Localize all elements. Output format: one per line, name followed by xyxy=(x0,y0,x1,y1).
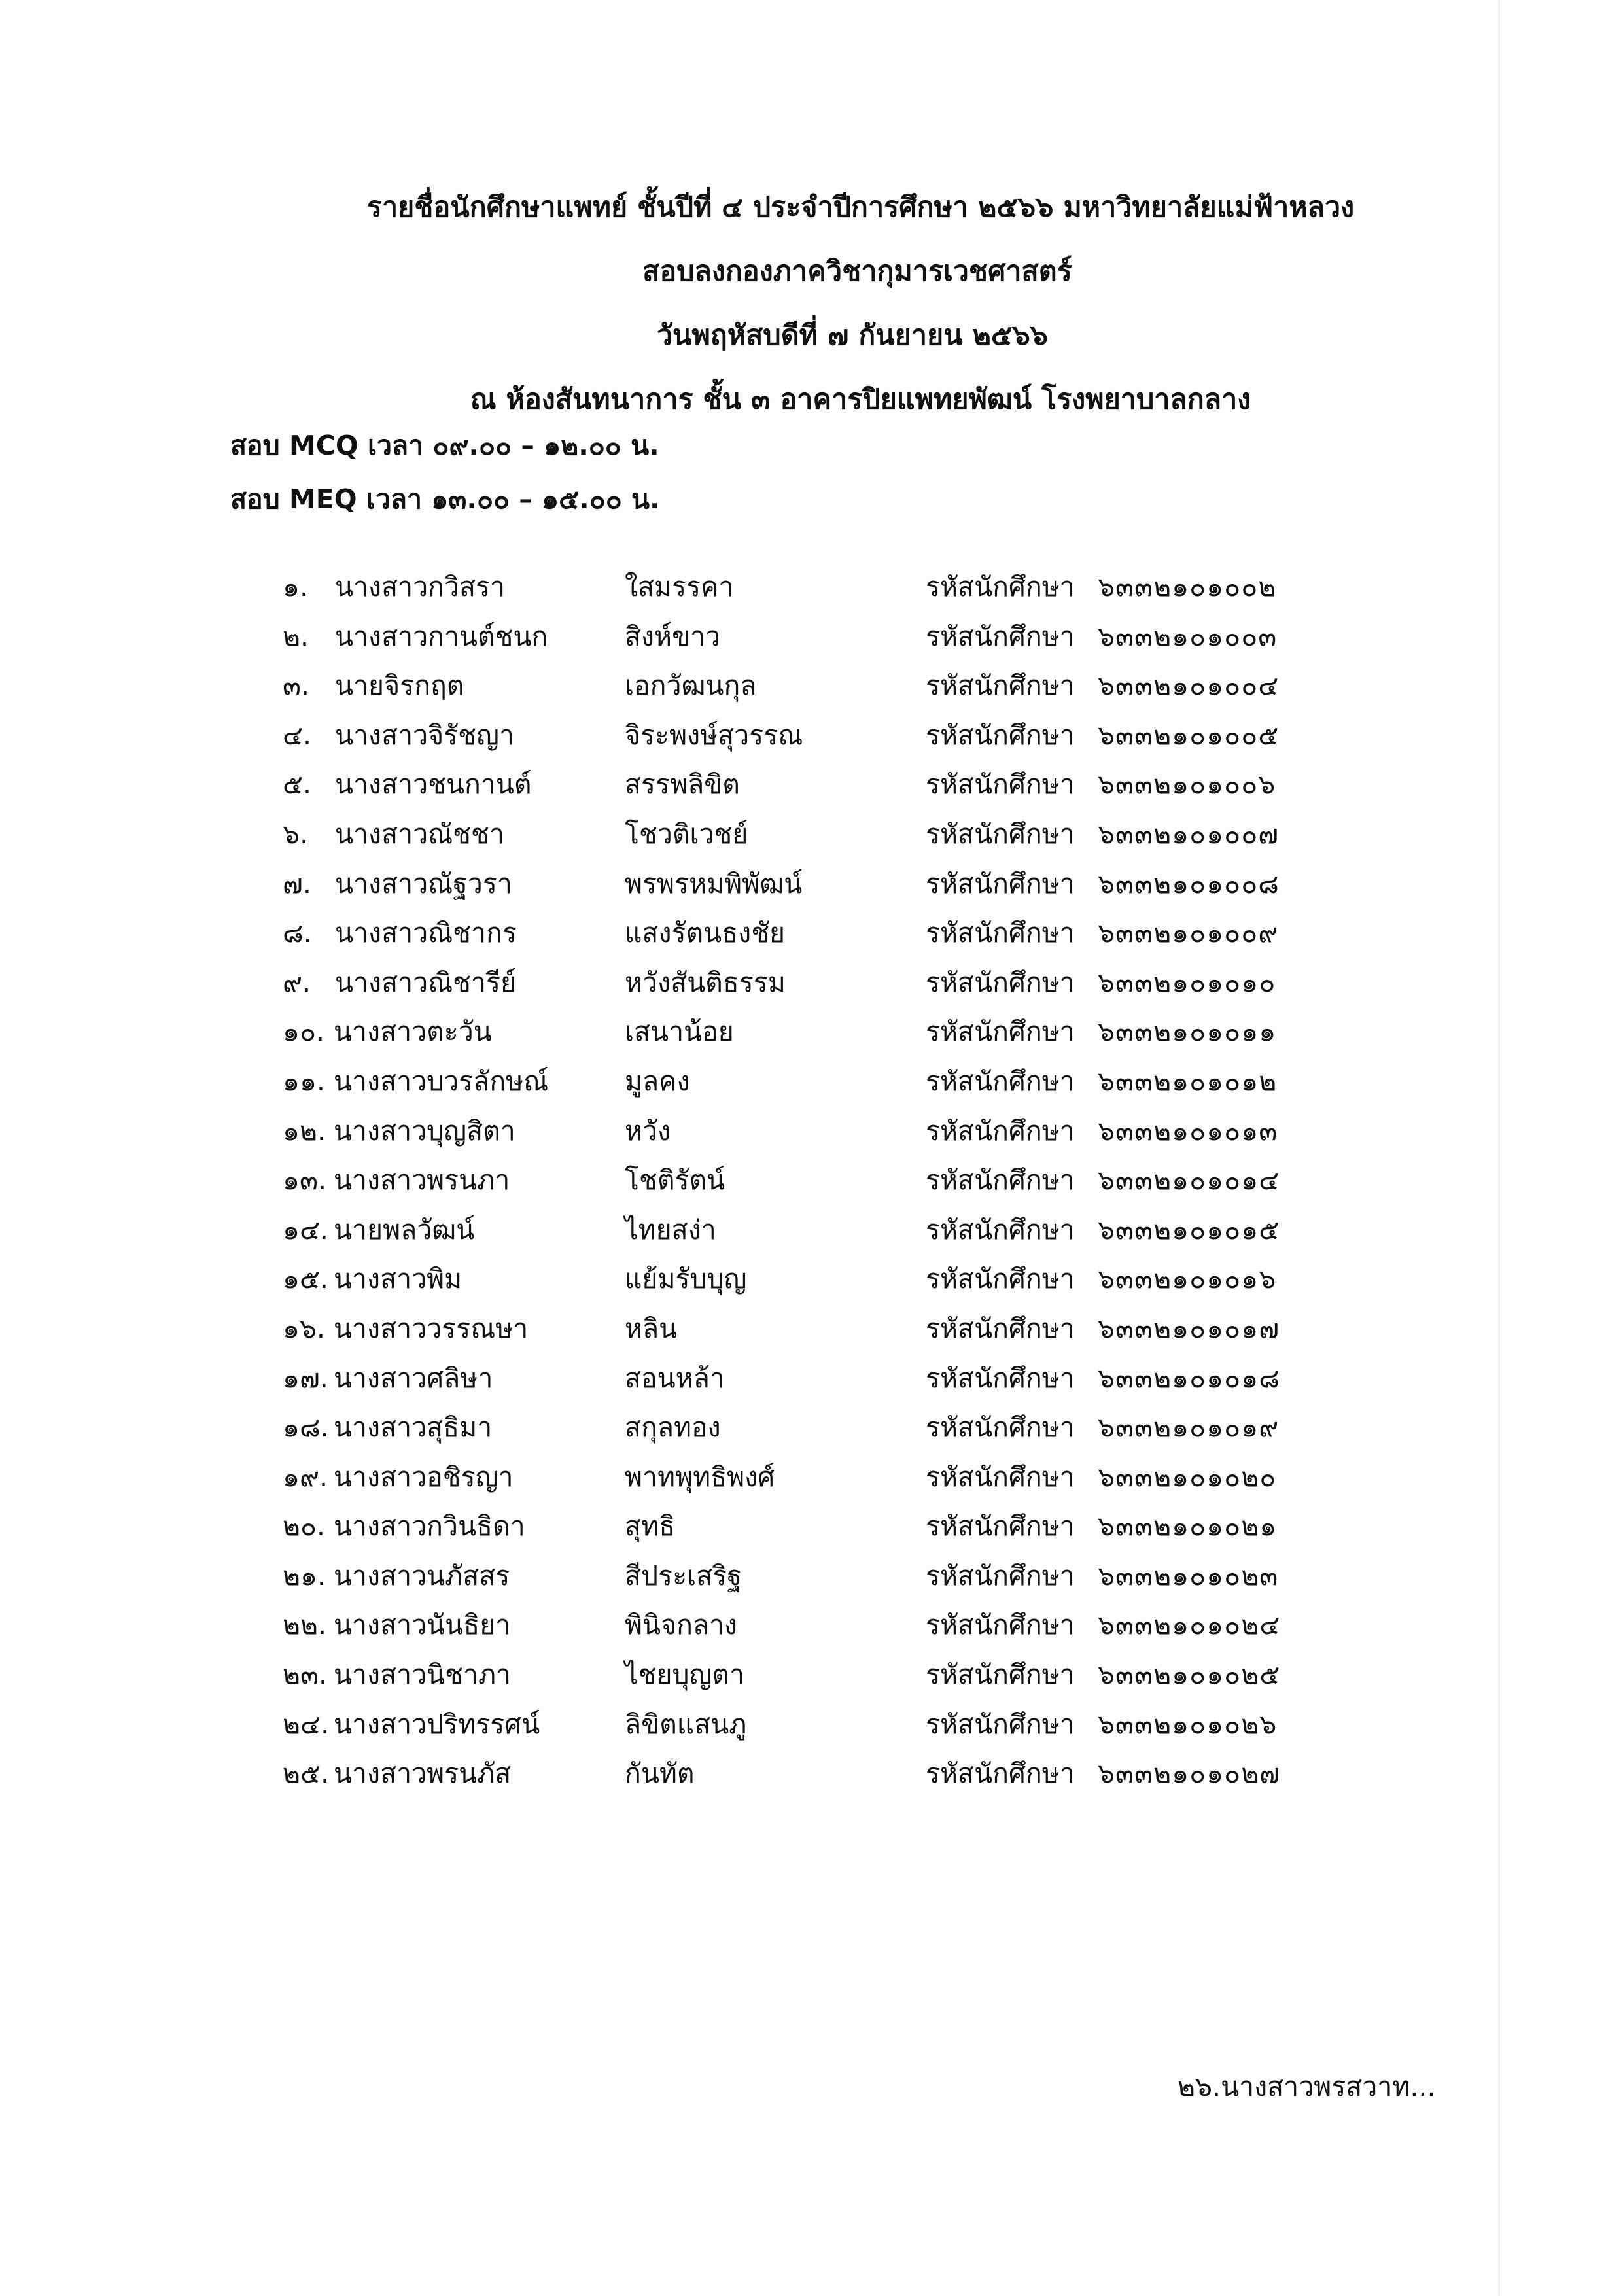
student-number: ๗. xyxy=(283,867,311,899)
student-number: ๒๑. xyxy=(283,1559,326,1592)
student-first-name: นายจิรกฤต xyxy=(335,670,464,702)
student-row xyxy=(0,1057,1623,1107)
student-id-label: รหัสนักศึกษา xyxy=(926,1609,1075,1641)
student-number: ๑๐. xyxy=(283,1016,325,1048)
student-id: ๖๓๓๒๑๐๑๐๐๕ xyxy=(1098,719,1280,751)
student-last-name: สกุลทอง xyxy=(625,1412,721,1444)
student-number: ๑๖. xyxy=(283,1312,326,1344)
student-number: ๑๗. xyxy=(283,1362,328,1394)
student-number: ๒๕. xyxy=(283,1758,330,1790)
mcq-schedule: สอบ MCQ เวลา ๐๙.๐๐ – ๑๒.๐๐ น. xyxy=(230,430,659,461)
student-number: ๑๕. xyxy=(283,1263,329,1295)
student-id: ๖๓๓๒๑๐๑๐๑๑ xyxy=(1098,1016,1277,1048)
student-id: ๖๓๓๒๑๐๑๐๑๘ xyxy=(1098,1362,1280,1394)
student-number: ๑๑. xyxy=(283,1065,326,1097)
student-row xyxy=(0,1502,1623,1552)
student-last-name: เอกวัฒนกุล xyxy=(625,670,757,702)
student-row xyxy=(0,1650,1623,1700)
exam-schedule xyxy=(230,419,660,526)
student-row xyxy=(0,1700,1623,1750)
header-subject: สอบลงกองภาควิชากุมารเวชศาสตร์ xyxy=(642,255,1072,288)
student-last-name: จิระพงษ์สุวรรณ xyxy=(625,719,803,751)
student-id: ๖๓๓๒๑๐๑๐๒๖ xyxy=(1098,1708,1278,1740)
student-id-label: รหัสนักศึกษา xyxy=(926,1065,1075,1097)
student-number: ๒๔. xyxy=(283,1708,330,1740)
student-id-label: รหัสนักศึกษา xyxy=(926,917,1075,949)
student-id: ๖๓๓๒๑๐๑๐๒๗ xyxy=(1098,1758,1281,1790)
student-id-label: รหัสนักศึกษา xyxy=(926,1362,1075,1394)
student-id-label: รหัสนักศึกษา xyxy=(926,966,1075,998)
student-row xyxy=(0,1255,1623,1304)
student-id: ๖๓๓๒๑๐๑๐๐๙ xyxy=(1098,917,1279,949)
student-row xyxy=(0,1552,1623,1601)
student-first-name: นางสาวนันธิยา xyxy=(334,1609,511,1641)
student-last-name: หวัง xyxy=(625,1115,671,1147)
student-id-label: รหัสนักศึกษา xyxy=(926,571,1075,602)
student-id: ๖๓๓๒๑๐๑๐๑๖ xyxy=(1098,1263,1277,1295)
student-last-name: ลิขิตแสนภู xyxy=(625,1708,747,1740)
student-last-name: กันทัต xyxy=(625,1758,695,1790)
header-date: วันพฤหัสบดีที่ ๗ กันยายน ๒๕๖๖ xyxy=(656,319,1049,352)
student-last-name: โชวติเวชย์ xyxy=(625,818,748,850)
student-number: ๕. xyxy=(283,769,312,801)
student-row xyxy=(0,760,1623,810)
student-last-name: สุทธิ xyxy=(625,1510,676,1542)
student-last-name: พินิจกลาง xyxy=(625,1609,738,1641)
student-id-label: รหัสนักศึกษา xyxy=(926,1461,1075,1493)
student-id-label: รหัสนักศึกษา xyxy=(926,769,1075,801)
student-id-label: รหัสนักศึกษา xyxy=(926,1510,1075,1542)
student-number: ๑๔. xyxy=(283,1213,329,1245)
student-id-label: รหัสนักศึกษา xyxy=(926,818,1075,850)
student-row xyxy=(0,661,1623,711)
student-row xyxy=(0,958,1623,1008)
student-number: ๘. xyxy=(283,917,312,949)
student-first-name: นางสาวบวรลักษณ์ xyxy=(334,1065,549,1097)
student-number: ๑๓. xyxy=(283,1164,327,1196)
student-id-label: รหัสนักศึกษา xyxy=(926,1213,1075,1245)
student-number: ๒๐. xyxy=(283,1510,326,1542)
student-number: ๔. xyxy=(283,719,312,751)
student-id-label: รหัสนักศึกษา xyxy=(926,867,1075,899)
student-last-name: หวังสันติธรรม xyxy=(625,966,786,998)
student-id-label: รหัสนักศึกษา xyxy=(926,670,1075,702)
student-last-name: แสงรัตนธงชัย xyxy=(625,917,786,949)
student-id: ๖๓๓๒๑๐๑๐๑๗ xyxy=(1098,1312,1280,1344)
student-id: ๖๓๓๒๑๐๑๐๑๒ xyxy=(1098,1065,1278,1097)
student-id-label: รหัสนักศึกษา xyxy=(926,1164,1075,1196)
student-number: ๙. xyxy=(283,966,311,998)
student-id-label: รหัสนักศึกษา xyxy=(926,1115,1075,1147)
student-row xyxy=(0,612,1623,662)
student-id: ๖๓๓๒๑๐๑๐๐๗ xyxy=(1098,818,1280,850)
student-first-name: นางสาวกานต์ชนก xyxy=(335,620,548,652)
student-row xyxy=(0,1403,1623,1453)
student-last-name: ใสมรรคา xyxy=(625,571,734,602)
student-first-name: นางสาวณัชชา xyxy=(335,818,504,850)
student-last-name: ไชยบุญตา xyxy=(625,1659,745,1691)
student-first-name: นางสาวณัฐวรา xyxy=(335,867,512,899)
student-row xyxy=(0,1007,1623,1057)
continuation-note: ๒๖.นางสาวพรสวาท... xyxy=(1178,2071,1436,2102)
student-first-name: นางสาวบุญสิตา xyxy=(334,1115,515,1147)
student-row xyxy=(0,563,1623,612)
student-first-name: นางสาวพรนภัส xyxy=(334,1758,512,1790)
student-id-label: รหัสนักศึกษา xyxy=(926,1412,1075,1444)
student-id: ๖๓๓๒๑๐๑๐๐๔ xyxy=(1098,670,1280,702)
student-first-name: นางสาวกวิสรา xyxy=(335,571,506,602)
student-first-name: นางสาวพรนภา xyxy=(334,1164,510,1196)
student-last-name: แย้มรับบุญ xyxy=(625,1263,747,1295)
student-first-name: นางสาวปริทรรศน์ xyxy=(334,1708,540,1740)
student-first-name: นางสาวนภัสสร xyxy=(334,1559,510,1592)
student-row xyxy=(0,860,1623,909)
student-row xyxy=(0,1749,1623,1799)
student-first-name: นางสาวอชิรญา xyxy=(334,1461,514,1493)
student-id-label: รหัสนักศึกษา xyxy=(926,1016,1075,1048)
student-first-name: นางสาววรรณษา xyxy=(334,1312,529,1344)
student-last-name: สีประเสริฐ xyxy=(625,1559,742,1592)
student-number: ๑๒. xyxy=(283,1115,326,1147)
header-title: รายชื่อนักศึกษาแพทย์ ชั้นปีที่ ๔ ประจำปีการศึกษา ๒๕๖๖ มหาวิทยาลัยแม่ฟ้าหลวง xyxy=(366,191,1355,224)
student-id: ๖๓๓๒๑๐๑๐๐๓ xyxy=(1098,620,1278,652)
student-last-name: ไทยสง่า xyxy=(625,1213,716,1245)
student-id: ๖๓๓๒๑๐๑๐๒๔ xyxy=(1098,1609,1281,1641)
student-id-label: รหัสนักศึกษา xyxy=(926,1758,1075,1790)
student-id: ๖๓๓๒๑๐๑๐๑๓ xyxy=(1098,1115,1278,1147)
student-last-name: โชติรัตน์ xyxy=(625,1164,725,1196)
student-first-name: นางสาวจิรัชญา xyxy=(335,719,514,751)
header-venue: ณ ห้องสันทนาการ ชั้น ๓ อาคารปิยแพทยพัฒน์ โรงพยาบาลกลาง xyxy=(470,383,1251,416)
student-number: ๑. xyxy=(283,571,309,602)
student-first-name: นางสาวนิชาภา xyxy=(334,1659,512,1691)
student-row xyxy=(0,1107,1623,1157)
student-first-name: นางสาวชนกานต์ xyxy=(335,769,532,801)
meq-schedule: สอบ MEQ เวลา ๑๓.๐๐ – ๑๕.๐๐ น. xyxy=(230,483,660,515)
student-last-name: พรพรหมพิพัฒน์ xyxy=(625,867,803,899)
student-row xyxy=(0,1206,1623,1255)
student-number: ๖. xyxy=(283,818,309,850)
student-first-name: นางสาวกวินธิดา xyxy=(334,1510,525,1542)
student-row xyxy=(0,1453,1623,1503)
student-last-name: มูลคง xyxy=(625,1065,690,1097)
student-first-name: นางสาวตะวัน xyxy=(334,1016,492,1048)
student-id-label: รหัสนักศึกษา xyxy=(926,1559,1075,1592)
student-id: ๖๓๓๒๑๐๑๐๑๙ xyxy=(1098,1412,1280,1444)
student-row xyxy=(0,1304,1623,1354)
student-row xyxy=(0,1601,1623,1650)
student-row xyxy=(0,1354,1623,1404)
student-id-label: รหัสนักศึกษา xyxy=(926,719,1075,751)
student-number: ๑๙. xyxy=(283,1461,328,1493)
student-id: ๖๓๓๒๑๐๑๐๑๐ xyxy=(1098,966,1276,998)
student-first-name: นางสาวศลิษา xyxy=(334,1362,493,1394)
student-id-label: รหัสนักศึกษา xyxy=(926,620,1075,652)
student-row xyxy=(0,1156,1623,1206)
student-number: ๒. xyxy=(283,620,309,652)
student-id: ๖๓๓๒๑๐๑๐๐๒ xyxy=(1098,571,1277,602)
student-first-name: นางสาวณิชากร xyxy=(335,917,517,949)
student-row xyxy=(0,909,1623,958)
student-id: ๖๓๓๒๑๐๑๐๒๑ xyxy=(1098,1510,1278,1542)
student-roster xyxy=(0,563,1623,1799)
student-id: ๖๓๓๒๑๐๑๐๒๐ xyxy=(1098,1461,1277,1493)
student-first-name: นางสาวพิม xyxy=(334,1263,462,1295)
student-last-name: หลิน xyxy=(625,1312,678,1344)
student-id: ๖๓๓๒๑๐๑๐๑๕ xyxy=(1098,1213,1280,1245)
student-id-label: รหัสนักศึกษา xyxy=(926,1263,1075,1295)
student-number: ๓. xyxy=(283,670,310,702)
student-last-name: พาทพุทธิพงศ์ xyxy=(625,1461,775,1493)
student-number: ๑๘. xyxy=(283,1412,329,1444)
student-last-name: สอนหล้า xyxy=(625,1362,725,1394)
student-number: ๒๒. xyxy=(283,1609,327,1641)
student-last-name: สรรพลิขิต xyxy=(625,769,740,801)
student-first-name: นางสาวสุธิมา xyxy=(334,1412,493,1444)
student-id-label: รหัสนักศึกษา xyxy=(926,1708,1075,1740)
student-id: ๖๓๓๒๑๐๑๐๐๘ xyxy=(1098,867,1280,899)
student-first-name: นางสาวณิชารีย์ xyxy=(335,966,517,998)
student-row xyxy=(0,810,1623,860)
student-id: ๖๓๓๒๑๐๑๐๑๔ xyxy=(1098,1164,1280,1196)
student-id: ๖๓๓๒๑๐๑๐๒๓ xyxy=(1098,1559,1279,1592)
student-row xyxy=(0,711,1623,761)
student-id-label: รหัสนักศึกษา xyxy=(926,1312,1075,1344)
student-last-name: สิงห์ขาว xyxy=(625,620,721,652)
student-first-name: นายพลวัฒน์ xyxy=(334,1213,475,1245)
document-header xyxy=(0,175,1623,432)
student-id: ๖๓๓๒๑๐๑๐๐๖ xyxy=(1098,769,1276,801)
student-id-label: รหัสนักศึกษา xyxy=(926,1659,1075,1691)
student-number: ๒๓. xyxy=(283,1659,328,1691)
student-last-name: เสนาน้อย xyxy=(625,1016,734,1048)
student-id: ๖๓๓๒๑๐๑๐๒๕ xyxy=(1098,1659,1281,1691)
